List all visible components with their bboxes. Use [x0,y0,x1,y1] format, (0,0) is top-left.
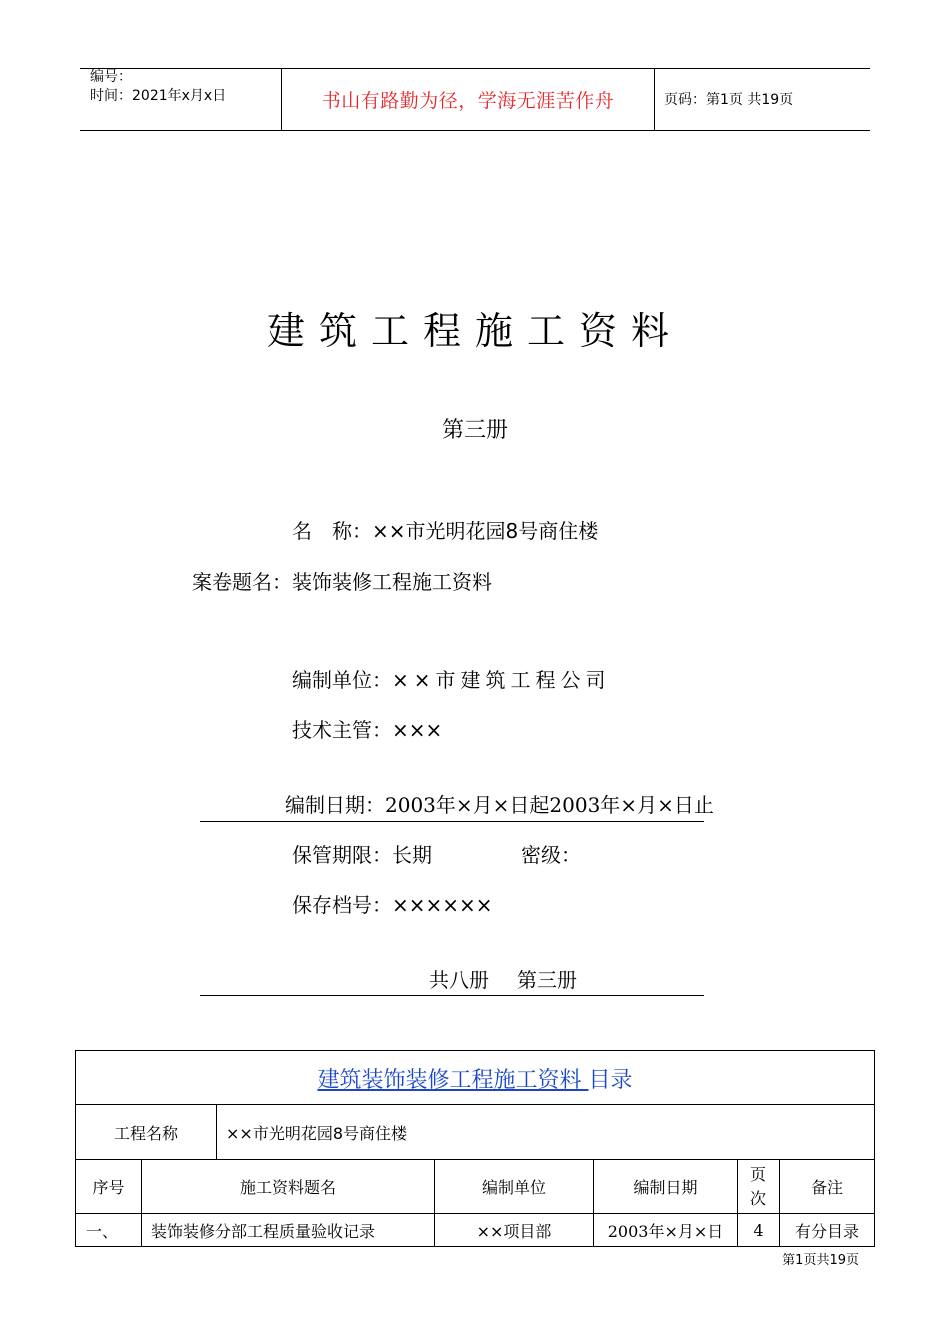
toc-title[interactable] [76,1063,874,1094]
compile-unit-value: ××市建筑工程公司 [392,668,611,692]
header-meta [90,68,226,106]
volume-count-line [429,964,577,993]
project-name-value: ××市光明花园8号商住楼 [372,519,599,543]
project-name-header: 工程名称 [113,1123,178,1143]
document-title: 建筑工程施工资料 [266,309,683,353]
toc-title-link[interactable]: 建筑装饰装修工程施工资料 [317,1068,582,1093]
volume-label: 第三册 [441,418,508,443]
volumes-current: 第三册 [517,968,577,992]
toc-border-right [874,1050,875,1247]
retention-label: 保管期限： [292,843,392,867]
row-pages: 4 [753,1220,764,1240]
col-header-pages: 页次 [749,1164,766,1208]
col-header-date: 编制日期 [633,1178,698,1197]
archive-number-line [292,889,493,918]
retention-line [292,839,432,868]
header-divider-right [654,68,655,130]
archive-number-value: ×××××× [392,893,493,917]
date-underline [200,821,704,822]
row-index: 一、 [86,1221,119,1241]
doc-number-label: 编号： [90,69,132,85]
compile-date-label: 编制日期： [285,793,385,817]
case-title-label: 案卷题名： [192,570,292,594]
time-label: 时间：2021年x月x日 [90,88,227,104]
project-name-line [292,515,598,544]
case-title-line [192,566,492,595]
volume-underline [200,995,704,996]
archive-number-label: 保存档号： [292,893,392,917]
volumes-total: 共八册 [429,968,489,992]
row-remarks: 有分目录 [794,1221,859,1241]
col-header-title: 施工资料题名 [239,1178,336,1197]
row-unit: ××项目部 [476,1221,552,1241]
retention-value: 长期 [392,843,432,867]
header-page-info: 页码：第1页 共19页 [664,92,794,108]
case-title-value: 装饰装修工程施工资料 [292,570,492,594]
project-name-cell: ××市光明花园8号商住楼 [226,1123,407,1143]
col-header-remarks: 备注 [810,1178,843,1197]
toc-project-divider [216,1104,217,1159]
compile-unit-label: 编制单位： [292,668,392,692]
compile-unit-line [292,664,611,693]
footer-page-info: 第1页共19页 [782,1253,859,1268]
toc-title-suffix: 目录 [588,1068,633,1093]
tech-lead-line [292,714,442,743]
compile-date-value: 2003年×月×日起2003年×月×日止 [385,793,714,817]
toc-border-top [75,1050,875,1051]
toc-border-bottom [75,1246,875,1247]
tech-lead-label: 技术主管： [292,718,392,742]
col-header-unit: 编制单位 [481,1178,546,1197]
header-motto: 书山有路勤为径，学海无涯苦作舟 [321,90,615,112]
secret-level-label: 密级： [521,843,581,867]
tech-lead-value: ××× [392,718,443,742]
row-title: 装饰装修分部工程质量验收记录 [151,1221,376,1241]
col-header-index: 序号 [92,1178,125,1197]
row-date: 2003年×月×日 [607,1221,724,1241]
project-name-label: 名 称： [292,519,372,543]
header-bottom-rule [80,130,870,131]
compile-date-line [285,789,714,818]
